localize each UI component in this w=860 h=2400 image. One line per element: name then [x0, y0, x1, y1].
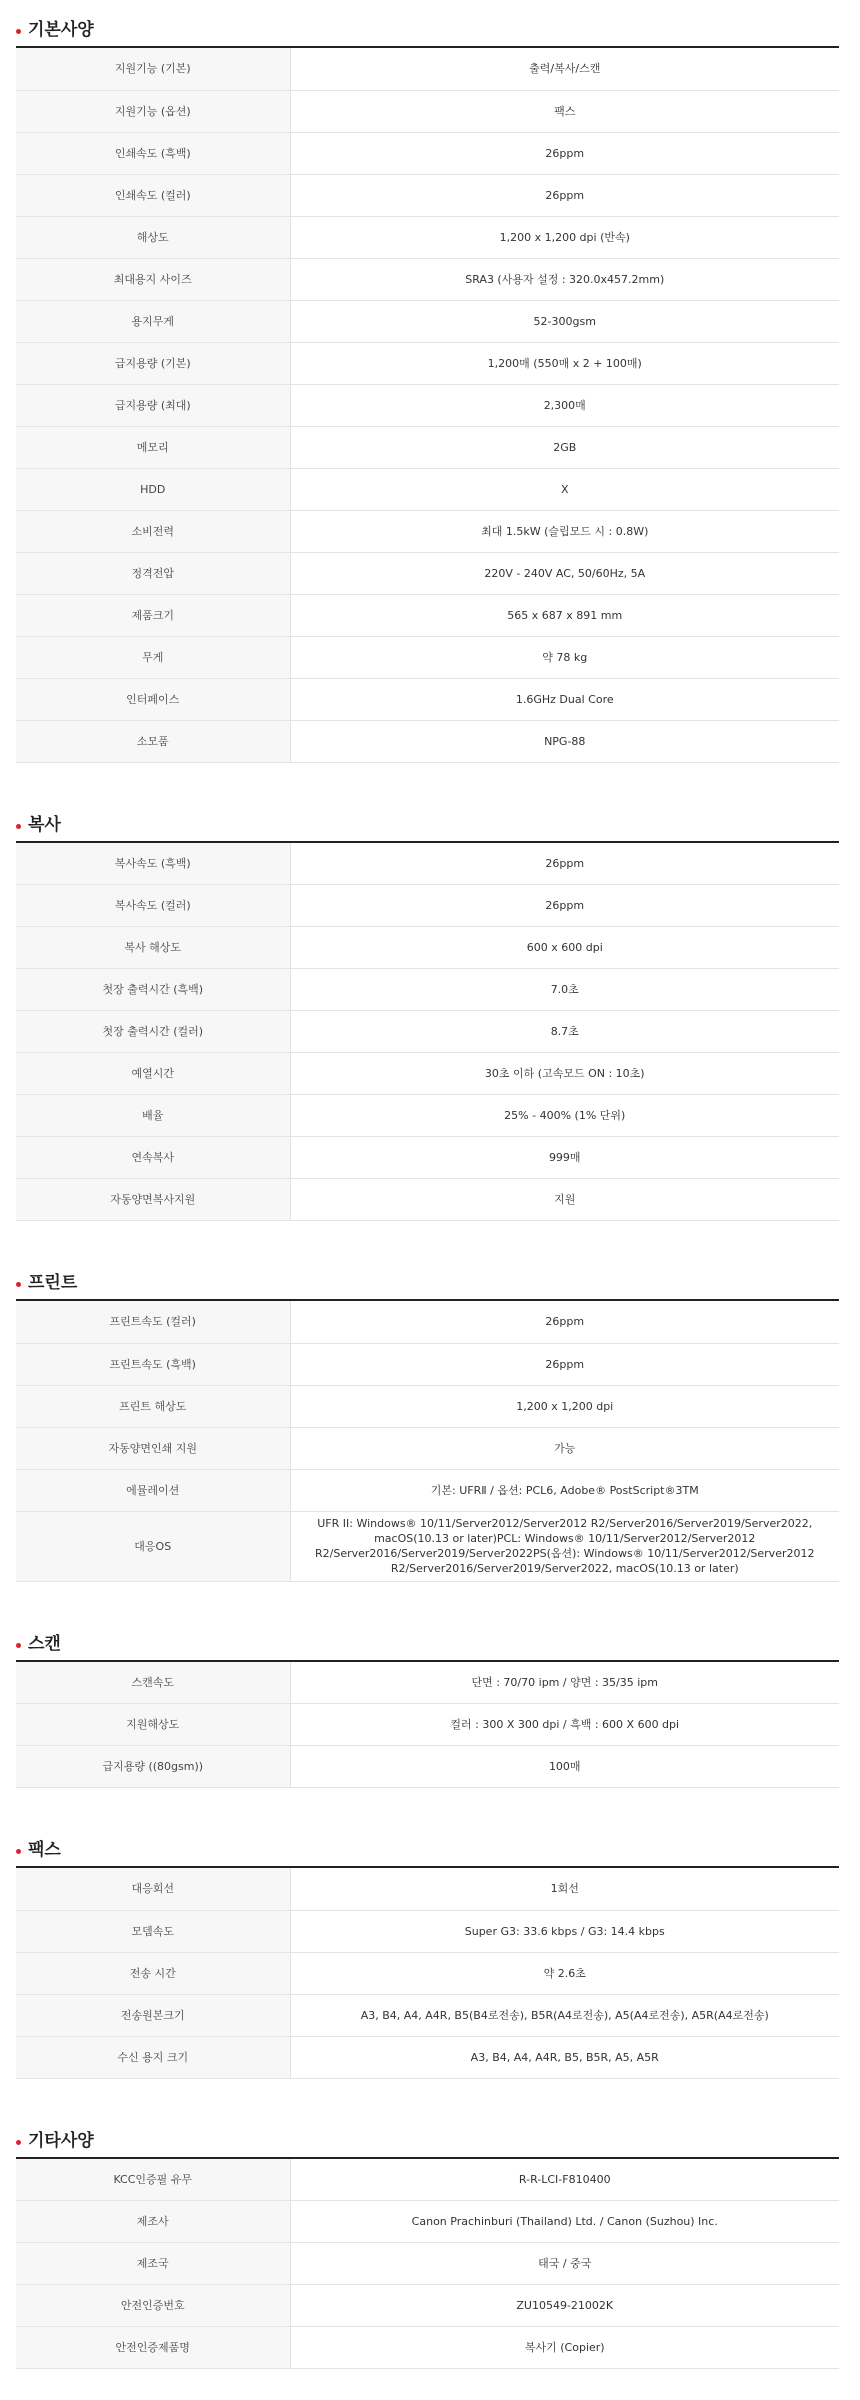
section-header [16, 795, 839, 843]
section-title: 프린트 [28, 1273, 78, 1293]
table-row [16, 48, 839, 90]
spec-value: 1회선 [290, 1868, 839, 1910]
spec-key: 모뎀속도 [16, 1910, 290, 1952]
spec-value: 약 2.6초 [290, 1952, 839, 1994]
bullet-dot-icon [16, 824, 21, 829]
table-row [16, 2327, 839, 2369]
spec-value: 가능 [290, 1427, 839, 1469]
spec-value: 26ppm [290, 132, 839, 174]
spec-key: 프린트속도 (흑백) [16, 1343, 290, 1385]
spec-value: 25% - 400% (1% 단위) [290, 1095, 839, 1137]
spec-key: KCC인증필 유무 [16, 2159, 290, 2201]
spec-key: 예열시간 [16, 1053, 290, 1095]
section-title: 기본사양 [28, 20, 94, 40]
spec-key: 인쇄속도 (컬러) [16, 174, 290, 216]
section-header [16, 2111, 839, 2159]
spec-key: 대응회선 [16, 1868, 290, 1910]
table-row [16, 594, 839, 636]
spec-key: 첫장 출력시간 (흑백) [16, 969, 290, 1011]
table-row [16, 468, 839, 510]
spec-key: 인터페이스 [16, 678, 290, 720]
spec-key: 해상도 [16, 216, 290, 258]
table-row [16, 510, 839, 552]
spec-value: Canon Prachinburi (Thailand) Ltd. / Canon (Suzhou) Inc. [290, 2201, 839, 2243]
table-row [16, 384, 839, 426]
section-title: 팩스 [28, 1840, 61, 1860]
table-row [16, 216, 839, 258]
spec-value: 태국 / 중국 [290, 2243, 839, 2285]
spec-value: 최대 1.5kW (슬립모드 시 : 0.8W) [290, 510, 839, 552]
spec-key: 프린트속도 (컬러) [16, 1301, 290, 1343]
spec-key: 첫장 출력시간 (컬러) [16, 1011, 290, 1053]
spec-key: 안전인증번호 [16, 2285, 290, 2327]
spec-key: 용지무게 [16, 300, 290, 342]
bullet-dot-icon [16, 2140, 21, 2145]
spec-table [16, 843, 839, 1222]
spec-key: 제조국 [16, 2243, 290, 2285]
table-row [16, 1179, 839, 1221]
table-row [16, 2201, 839, 2243]
spec-key: 복사속도 (컬러) [16, 885, 290, 927]
spec-value: UFR II: Windows® 10/11/Server2012/Server2012 R2/Server2016/Server2019/Server2022, macOS(10.13 or later)PCL: Windows® 10/11/Server2012/Server2012 R2/Server2016/Server2019/Server2022PS(옵션): Windows® 10/11/Server2012/Server2012 R2/Server2016/Server2019/Server2022, macOS(10.13 or later) [290, 1511, 839, 1581]
table-row [16, 90, 839, 132]
table-row [16, 969, 839, 1011]
section-copy [16, 795, 839, 1222]
spec-value: 26ppm [290, 1301, 839, 1343]
spec-value: R-R-LCI-F810400 [290, 2159, 839, 2201]
spec-value: 26ppm [290, 1343, 839, 1385]
spec-value: A3, B4, A4, A4R, B5(B4로전송), B5R(A4로전송), A5(A4로전송), A5R(A4로전송) [290, 1994, 839, 2036]
bullet-dot-icon [16, 1282, 21, 1287]
spec-key: 소모품 [16, 720, 290, 762]
spec-key: 에뮬레이션 [16, 1469, 290, 1511]
table-row [16, 2285, 839, 2327]
spec-value: 26ppm [290, 843, 839, 885]
table-row [16, 1704, 839, 1746]
table-row [16, 426, 839, 468]
spec-value: 1,200 x 1,200 dpi (반속) [290, 216, 839, 258]
spec-key: 자동양면복사지원 [16, 1179, 290, 1221]
spec-key: 자동양면인쇄 지원 [16, 1427, 290, 1469]
spec-value: 팩스 [290, 90, 839, 132]
spec-value: 2GB [290, 426, 839, 468]
spec-table [16, 1868, 839, 2079]
table-row [16, 1427, 839, 1469]
bullet-dot-icon [16, 1643, 21, 1648]
spec-key: 안전인증제품명 [16, 2327, 290, 2369]
table-row [16, 2243, 839, 2285]
table-row [16, 1343, 839, 1385]
spec-key: HDD [16, 468, 290, 510]
section-print [16, 1253, 839, 1582]
table-row [16, 1469, 839, 1511]
spec-value: 999매 [290, 1137, 839, 1179]
spec-key: 정격전압 [16, 552, 290, 594]
spec-key: 급지용량 (기본) [16, 342, 290, 384]
table-row [16, 678, 839, 720]
spec-table [16, 48, 839, 763]
spec-value: 2,300매 [290, 384, 839, 426]
table-row [16, 1746, 839, 1788]
spec-value: ZU10549-21002K [290, 2285, 839, 2327]
spec-value: 지원 [290, 1179, 839, 1221]
spec-value: 565 x 687 x 891 mm [290, 594, 839, 636]
spec-table [16, 2159, 839, 2370]
section-header [16, 0, 839, 48]
section-header [16, 1614, 839, 1662]
spec-key: 급지용량 ((80gsm)) [16, 1746, 290, 1788]
bullet-dot-icon [16, 1849, 21, 1854]
spec-key: 메모리 [16, 426, 290, 468]
table-row [16, 1910, 839, 1952]
spec-value: 30초 이하 (고속모드 ON : 10초) [290, 1053, 839, 1095]
section-title: 스캔 [28, 1633, 61, 1654]
table-row [16, 636, 839, 678]
spec-value: 1.6GHz Dual Core [290, 678, 839, 720]
table-row [16, 927, 839, 969]
table-row [16, 1095, 839, 1137]
table-row [16, 1994, 839, 2036]
spec-key: 무게 [16, 636, 290, 678]
spec-table [16, 1301, 839, 1582]
table-row [16, 1385, 839, 1427]
spec-value: X [290, 468, 839, 510]
spec-key: 전송원본크기 [16, 1994, 290, 2036]
spec-key: 복사속도 (흑백) [16, 843, 290, 885]
section-other-spec [16, 2111, 839, 2370]
section-header [16, 1253, 839, 1301]
spec-value: 1,200 x 1,200 dpi [290, 1385, 839, 1427]
table-row [16, 132, 839, 174]
table-row [16, 885, 839, 927]
spec-value: 600 x 600 dpi [290, 927, 839, 969]
spec-table [16, 1662, 839, 1789]
spec-value: 복사기 (Copier) [290, 2327, 839, 2369]
spec-value: A3, B4, A4, A4R, B5, B5R, A5, A5R [290, 2036, 839, 2078]
table-row [16, 843, 839, 885]
spec-key: 소비전력 [16, 510, 290, 552]
spec-value: 26ppm [290, 174, 839, 216]
spec-key: 연속복사 [16, 1137, 290, 1179]
table-row [16, 1952, 839, 1994]
table-row [16, 720, 839, 762]
spec-key: 제품크기 [16, 594, 290, 636]
bullet-dot-icon [16, 29, 21, 34]
table-row [16, 1868, 839, 1910]
table-row [16, 258, 839, 300]
spec-key: 인쇄속도 (흑백) [16, 132, 290, 174]
table-row [16, 552, 839, 594]
table-row [16, 342, 839, 384]
spec-key: 지원기능 (옵션) [16, 90, 290, 132]
spec-value: Super G3: 33.6 kbps / G3: 14.4 kbps [290, 1910, 839, 1952]
table-row [16, 1662, 839, 1704]
spec-value: 단면 : 70/70 ipm / 양면 : 35/35 ipm [290, 1662, 839, 1704]
spec-key: 지원기능 (기본) [16, 48, 290, 90]
table-row [16, 2036, 839, 2078]
spec-value: 220V - 240V AC, 50/60Hz, 5A [290, 552, 839, 594]
table-row [16, 1053, 839, 1095]
spec-key: 지원해상도 [16, 1704, 290, 1746]
section-basic-spec [16, 0, 839, 763]
table-row [16, 1301, 839, 1343]
table-row [16, 300, 839, 342]
table-row [16, 174, 839, 216]
section-title: 기타사양 [28, 2130, 94, 2151]
spec-value: 1,200매 (550매 x 2 + 100매) [290, 342, 839, 384]
spec-value: 26ppm [290, 885, 839, 927]
section-scan [16, 1614, 839, 1789]
table-row [16, 1137, 839, 1179]
spec-value: 8.7초 [290, 1011, 839, 1053]
spec-key: 프린트 해상도 [16, 1385, 290, 1427]
spec-value: 출력/복사/스캔 [290, 48, 839, 90]
spec-key: 제조사 [16, 2201, 290, 2243]
spec-value: 컬러 : 300 X 300 dpi / 흑백 : 600 X 600 dpi [290, 1704, 839, 1746]
table-row [16, 1011, 839, 1053]
table-row [16, 2159, 839, 2201]
spec-value: SRA3 (사용자 설정 : 320.0x457.2mm) [290, 258, 839, 300]
spec-value: NPG-88 [290, 720, 839, 762]
spec-key: 전송 시간 [16, 1952, 290, 1994]
spec-key: 복사 해상도 [16, 927, 290, 969]
spec-key: 최대용지 사이즈 [16, 258, 290, 300]
spec-key: 스캔속도 [16, 1662, 290, 1704]
spec-value: 52-300gsm [290, 300, 839, 342]
section-header [16, 1820, 839, 1868]
spec-key: 급지용량 (최대) [16, 384, 290, 426]
table-row [16, 1511, 839, 1581]
spec-key: 배율 [16, 1095, 290, 1137]
spec-sheet [16, 0, 839, 2369]
section-title: 복사 [28, 814, 61, 835]
spec-value: 7.0초 [290, 969, 839, 1011]
spec-key: 대응OS [16, 1511, 290, 1581]
spec-value: 100매 [290, 1746, 839, 1788]
spec-value: 약 78 kg [290, 636, 839, 678]
spec-value: 기본: UFRⅡ / 옵션: PCL6, Adobe® PostScript®3TM [290, 1469, 839, 1511]
spec-key: 수신 용지 크기 [16, 2036, 290, 2078]
section-fax [16, 1820, 839, 2079]
